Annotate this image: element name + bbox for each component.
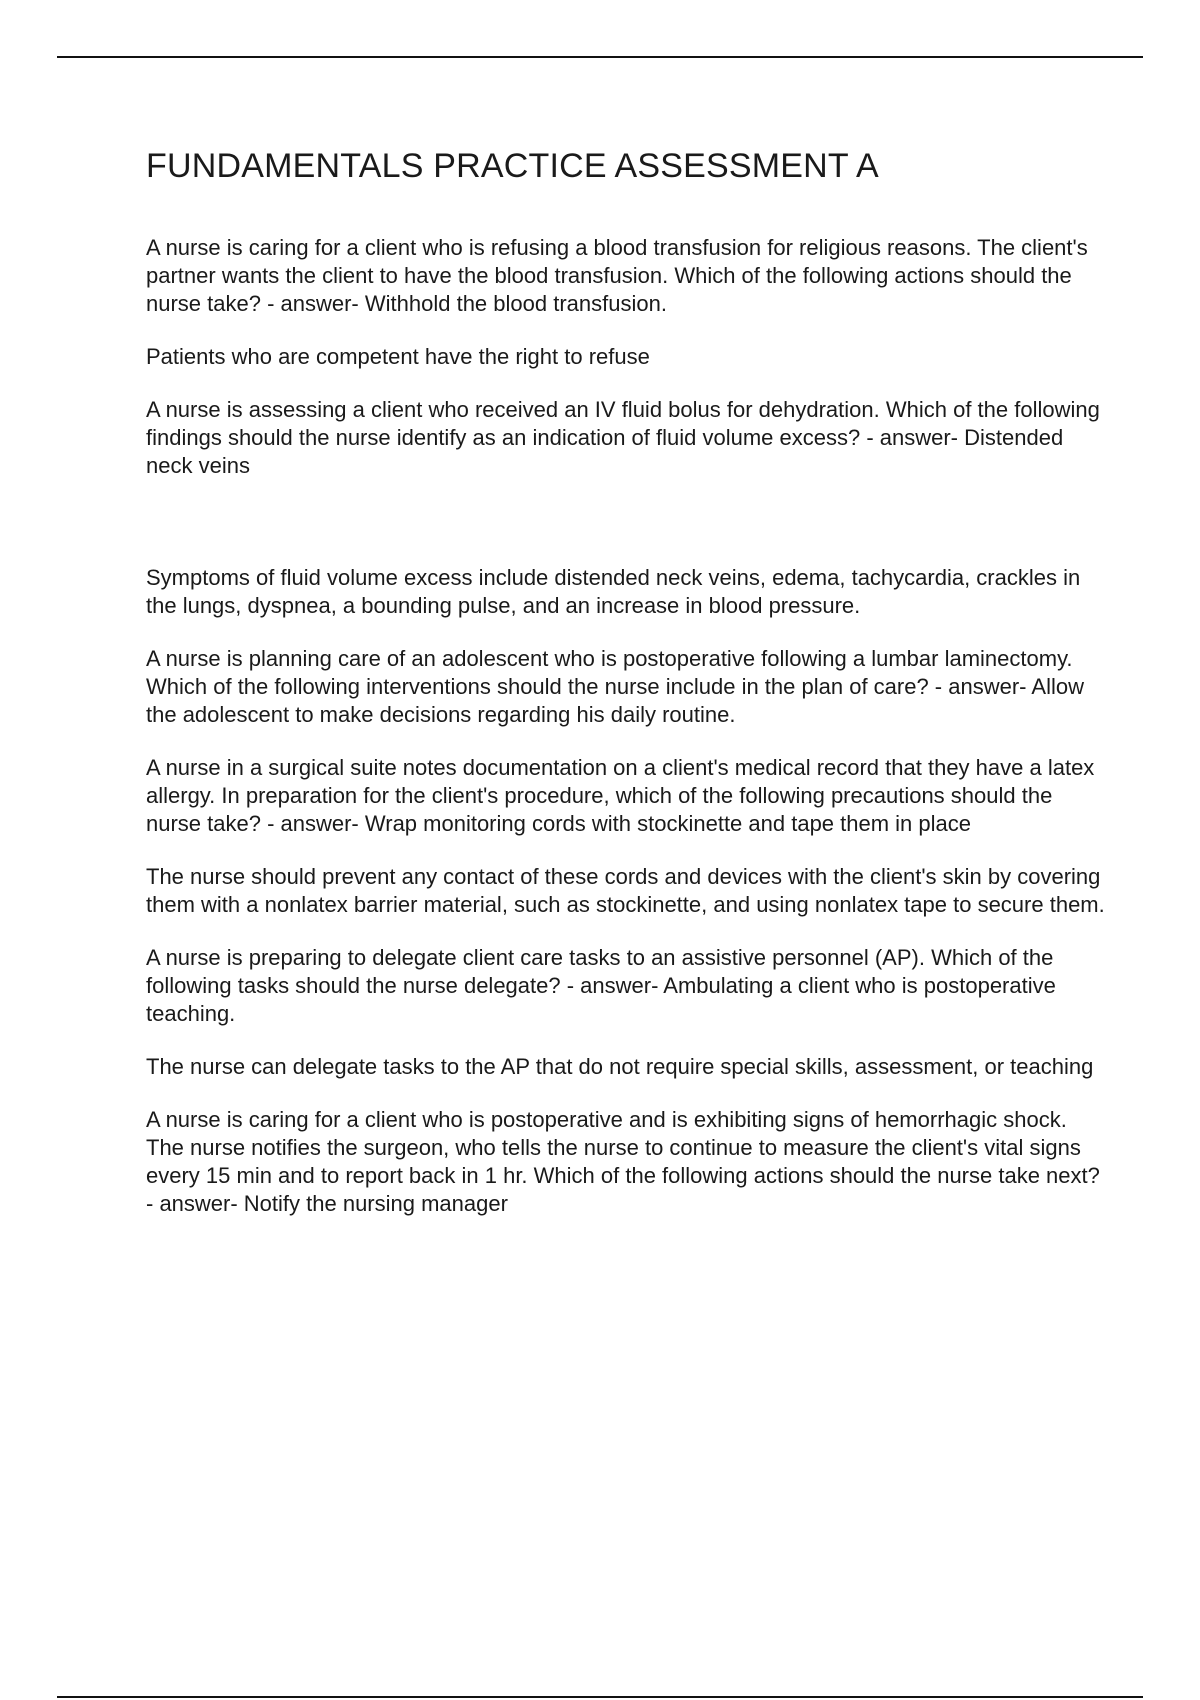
document-body	[146, 140, 1106, 1243]
question-paragraph-5-continuation: teaching.	[146, 1001, 236, 1026]
rationale-paragraph-5: The nurse can delegate tasks to the AP that do not require special skills, assessment, or teaching	[146, 1054, 1094, 1079]
top-rule	[57, 56, 1143, 58]
question-paragraph-2: A nurse is assessing a client who received an IV fluid bolus for dehydration. Which of the following findings should the nurse identify as an indication of fluid volume excess? - answer- Distended neck veins	[146, 397, 1100, 478]
document-title: FUNDAMENTALS PRACTICE ASSESSMENT A	[146, 147, 879, 185]
question-paragraph-5-text: A nurse is preparing to delegate client care tasks to an assistive personnel (AP). Which of the following tasks should the nurse delegate? - answer- Ambulating a client who is postoperative	[146, 945, 1056, 998]
bottom-rule	[57, 1696, 1143, 1698]
question-paragraph-4: A nurse in a surgical suite notes documentation on a client's medical record that they have a latex allergy. In preparation for the client's procedure, which of the following precautions should the nurse take? - answer- Wrap monitoring cords with stockinette and tape them in place	[146, 755, 1095, 836]
question-paragraph-6: A nurse is caring for a client who is postoperative and is exhibiting signs of hemorrhagic shock. The nurse notifies the surgeon, who tells the nurse to continue to measure the client's vital signs every 15 min and to report back in 1 hr. Which of the following actions should the nurse take next? - answer- Notify the nursing manager	[146, 1107, 1100, 1216]
question-paragraph-1: A nurse is caring for a client who is refusing a blood transfusion for religious reasons. The client's partner wants the client to have the blood transfusion. Which of the following actions should the nurse take? - answer- Withhold the blood transfusion.	[146, 235, 1088, 316]
question-paragraph-5	[146, 944, 1106, 1028]
question-paragraph-3: A nurse is planning care of an adolescent who is postoperative following a lumbar laminectomy. Which of the following interventions should the nurse include in the plan of care? - answer- Allow the adolescent to make decisions regarding his daily routine.	[146, 646, 1084, 727]
rationale-paragraph-1: Patients who are competent have the right to refuse	[146, 344, 650, 369]
rationale-paragraph-2: Symptoms of fluid volume excess include distended neck veins, edema, tachycardia, crackles in the lungs, dyspnea, a bounding pulse, and an increase in blood pressure.	[146, 565, 1081, 618]
rationale-paragraph-4: The nurse should prevent any contact of these cords and devices with the client's skin by covering them with a nonlatex barrier material, such as stockinette, and using nonlatex tape to secure them.	[146, 864, 1105, 917]
